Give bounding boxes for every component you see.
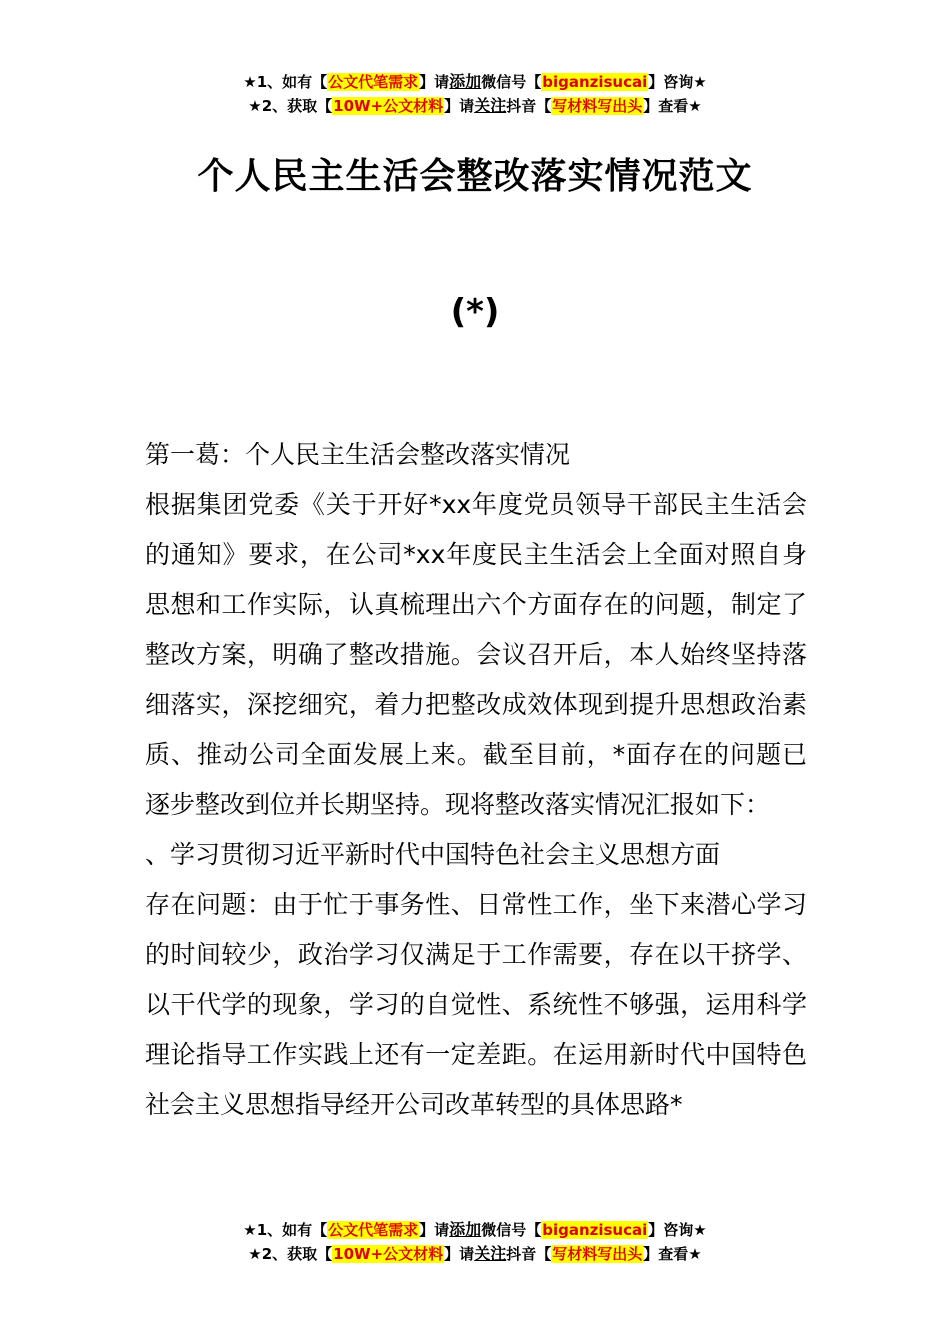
banner-text: 1、如有【 (256, 73, 328, 91)
banner-text: 】查看 (643, 97, 689, 115)
star-icon: ★ (248, 97, 262, 115)
highlight-materials: 10W+公文材料 (333, 97, 444, 115)
section-heading: 第一葛：个人民主生活会整改落实情况 (145, 440, 571, 469)
document-body (145, 430, 807, 1130)
highlight-douyin-id: 写材料写出头 (552, 1245, 643, 1263)
highlight-wechat-id: biganzisucai (542, 1221, 648, 1239)
banner-text: 】咨询 (648, 73, 694, 91)
highlight-service: 公文代笔需求 (328, 1221, 419, 1239)
emphasis-text: 关注 (474, 1244, 507, 1263)
star-icon: ★ (688, 97, 702, 115)
star-icon: ★ (248, 1245, 262, 1263)
emphasis-text: 添加 (449, 72, 482, 91)
section-heading: 、学习贯彻习近平新时代中国特色社会主义思想方面 (145, 840, 721, 869)
highlight-douyin-id: 写材料写出头 (552, 97, 643, 115)
star-icon: ★ (243, 73, 257, 91)
document-subtitle: (*) (450, 292, 500, 332)
emphasis-text: 关注 (474, 96, 507, 115)
body-paragraph: 存在问题：由于忙于事务性、日常性工作，坐下来潜心学习的时间较少，政治学习仅满足于工作需要，存在以干挤学、以干代学的现象，学习的自觉性、系统性不够强，运用科学理论指导工作实践上还有一定差距。在运用新时代中国特色社会主义思想指导经开公司改革转型的具体思路* (145, 890, 807, 1119)
banner-line-1 (0, 70, 950, 94)
banner-text: 2、获取【 (261, 97, 333, 115)
banner-text: 】请 (419, 1221, 450, 1239)
header-banner (0, 70, 950, 118)
highlight-service: 公文代笔需求 (328, 73, 419, 91)
banner-line-2 (0, 94, 950, 118)
star-icon: ★ (693, 73, 707, 91)
banner-text: 抖音【 (506, 1245, 552, 1263)
footer-banner (0, 1218, 950, 1266)
banner-text: 】请 (444, 1245, 475, 1263)
banner-text: 抖音【 (506, 97, 552, 115)
banner-line-2 (0, 1242, 950, 1266)
body-paragraph: 根据集团党委《关于开好*xx年度党员领导干部民主生活会的通知》要求，在公司*xx年度民主生活会上全面对照自身思想和工作实际，认真梳理出六个方面存在的问题，制定了整改方案，明确了整改措施。会议召开后，本人始终坚持落细落实，深挖细究，着力把整改成效体现到提升思想政治素质、推动公司全面发展上来。截至目前，*面存在的问题已逐步整改到位并长期坚持。现将整改落实情况汇报如下： (145, 490, 807, 819)
star-icon: ★ (693, 1221, 707, 1239)
banner-text: 】查看 (643, 1245, 689, 1263)
banner-text: 2、获取【 (261, 1245, 333, 1263)
document-title: 个人民主生活会整改落实情况范文 (197, 156, 753, 197)
banner-text: 微信号【 (481, 73, 542, 91)
banner-text: 】请 (419, 73, 450, 91)
star-icon: ★ (688, 1245, 702, 1263)
star-icon: ★ (243, 1221, 257, 1239)
banner-text: 】咨询 (648, 1221, 694, 1239)
emphasis-text: 添加 (449, 1220, 482, 1239)
banner-text: 1、如有【 (256, 1221, 328, 1239)
highlight-wechat-id: biganzisucai (542, 73, 648, 91)
banner-line-1 (0, 1218, 950, 1242)
banner-text: 微信号【 (481, 1221, 542, 1239)
banner-text: 】请 (444, 97, 475, 115)
highlight-materials: 10W+公文材料 (333, 1245, 444, 1263)
